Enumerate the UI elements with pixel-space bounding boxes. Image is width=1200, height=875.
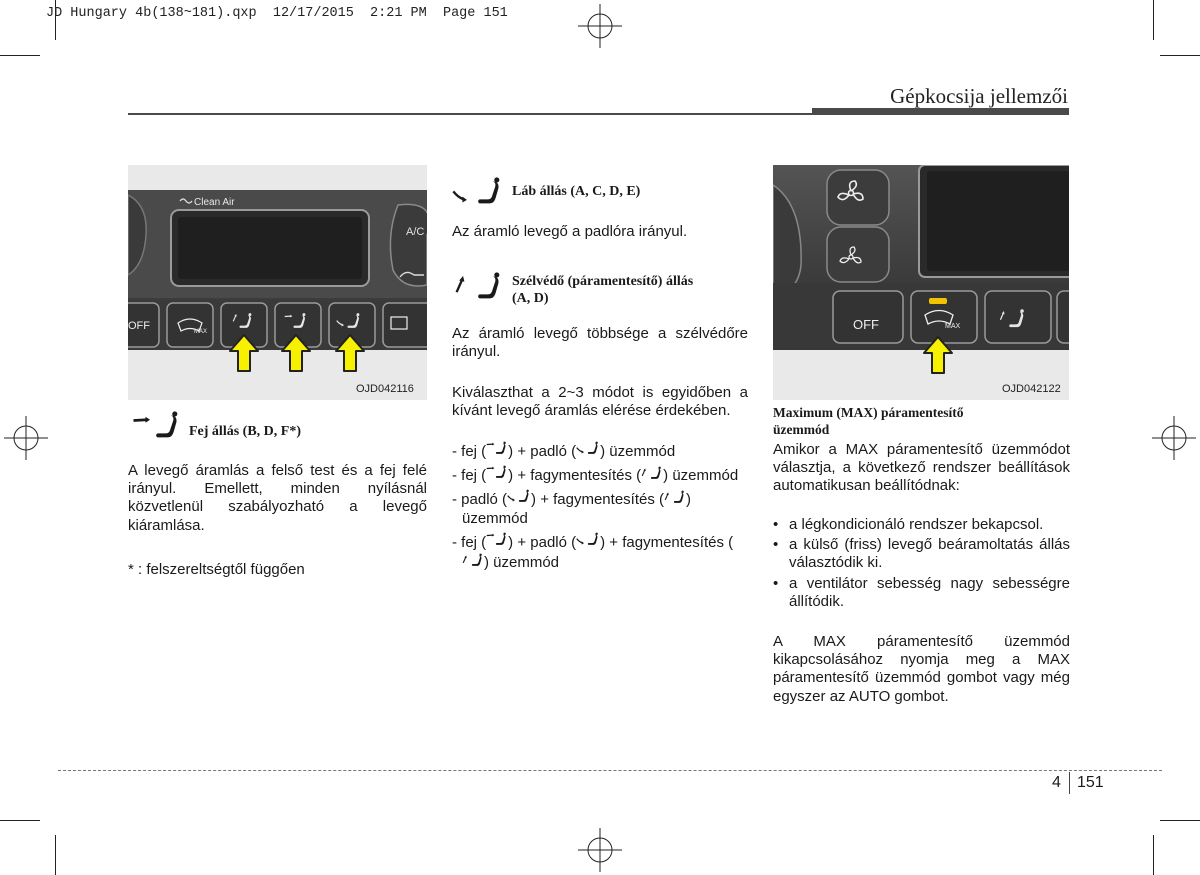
registration-mark-icon <box>578 4 622 48</box>
face-vent-icon <box>486 441 508 459</box>
max-defrost-heading-line2: üzemmód <box>773 422 830 437</box>
list-item: • a légkondicionáló rendszer bekapcsol. <box>773 516 1070 534</box>
print-slug: JD Hungary 4b(138~181).qxp 12/17/2015 2:21 PM Page 151 <box>46 6 508 21</box>
page-number-divider <box>1069 772 1070 794</box>
defrost-mode-heading-line2: (A, D) <box>512 291 549 306</box>
max-label: MAX <box>945 323 961 330</box>
face-vent-icon <box>486 532 508 550</box>
brand-label: Clean Air <box>194 197 235 208</box>
crop-mark <box>55 835 56 875</box>
max-defrost-heading <box>773 404 963 438</box>
windshield-defrost-icon <box>664 489 686 507</box>
defrost-mode-description: Az áramló levegő többsége a szélvédőre irányul. <box>452 325 748 361</box>
list-item: - padló ( ) + fagymentesítés ( ) üzemmód <box>452 491 692 527</box>
crop-mark <box>0 55 40 56</box>
face-mode-heading: Fej állás (B, D, F*) <box>189 424 301 439</box>
crop-mark <box>1160 55 1200 56</box>
face-vent-icon <box>486 465 508 483</box>
crop-mark <box>1153 835 1154 875</box>
list-item: - fej ( ) + fagymentesítés ( ) üzemmód <box>452 467 739 485</box>
combination-intro: Kiválaszthat a 2~3 módot is egyidőben a kívánt levegő áramlás elérése érdekében. <box>452 384 748 420</box>
list-item: - fej ( ) + padló ( ) üzemmód <box>452 443 676 460</box>
crop-mark <box>1160 820 1200 821</box>
climate-panel-illustration <box>773 165 1069 400</box>
face-vent-icon <box>132 411 182 445</box>
page-number: 151 <box>1077 774 1104 791</box>
windshield-defrost-icon <box>641 465 663 483</box>
crop-mark <box>1153 0 1154 40</box>
footer-rule <box>58 770 1162 771</box>
max-label: MAX <box>194 329 208 335</box>
list-item: • a ventilátor sebesség nagy sebességre állítódik. <box>773 575 1070 611</box>
figure-code-right: OJD042122 <box>1002 383 1061 395</box>
max-defrost-effects-list <box>773 516 1070 611</box>
defrost-mode-heading-line1: Szélvédő (páramentesítő) állás <box>512 274 694 289</box>
indicator-light <box>929 298 947 304</box>
floor-vent-icon <box>576 532 600 550</box>
floor-vent-icon <box>576 441 600 459</box>
max-defrost-off-instructions: A MAX páramentesítő üzemmód kikapcsolásához nyomja meg a MAX páramentesítő üzemmód gombot vagy még egyszer az AUTO gombot. <box>773 633 1070 705</box>
section-title: Gépkocsija jellemzői <box>890 84 1068 108</box>
face-mode-description: A levegő áramlás a felső test és a fej felé irányul. Emellett, minden nyílásnál közvetlenül szabályozható a levegő kiáramlása. <box>128 462 427 534</box>
header-rule-accent <box>812 108 1069 114</box>
climate-panel-illustration <box>128 165 427 400</box>
footnote: * : felszereltségtől függően <box>128 561 305 578</box>
off-label: OFF <box>128 320 150 332</box>
climate-panel-figure-left <box>128 165 427 400</box>
ac-label: A/C <box>406 226 425 238</box>
defrost-mode-heading <box>512 273 693 307</box>
figure-code-left: OJD042116 <box>356 383 414 395</box>
climate-panel-figure-right <box>773 165 1069 400</box>
mode-combination-list <box>452 441 752 576</box>
chapter-number: 4 <box>1052 774 1061 791</box>
registration-mark-icon <box>578 828 622 872</box>
list-item: • a külső (friss) levegő beáramoltatás állás választódik ki. <box>773 536 1070 572</box>
floor-mode-description: Az áramló levegő a padlóra irányul. <box>452 223 688 240</box>
crop-mark <box>0 820 40 821</box>
max-defrost-description: Amikor a MAX páramentesítő üzemmódot választja, a következő rendszer beállítások automatikusan beállítódnak: <box>773 441 1070 495</box>
floor-mode-heading: Láb állás (A, C, D, E) <box>512 184 641 199</box>
registration-mark-icon <box>4 416 48 460</box>
list-item: - fej ( ) + padló ( ) + fagymentesítés () üzemmód <box>452 533 734 572</box>
registration-mark-icon <box>1152 416 1196 460</box>
windshield-defrost-icon <box>462 552 484 570</box>
floor-vent-icon <box>452 177 504 211</box>
windshield-defrost-icon <box>454 268 506 308</box>
max-defrost-heading-line1: Maximum (MAX) páramentesítő <box>773 405 964 420</box>
floor-vent-icon <box>507 489 531 507</box>
off-label: OFF <box>853 317 879 332</box>
